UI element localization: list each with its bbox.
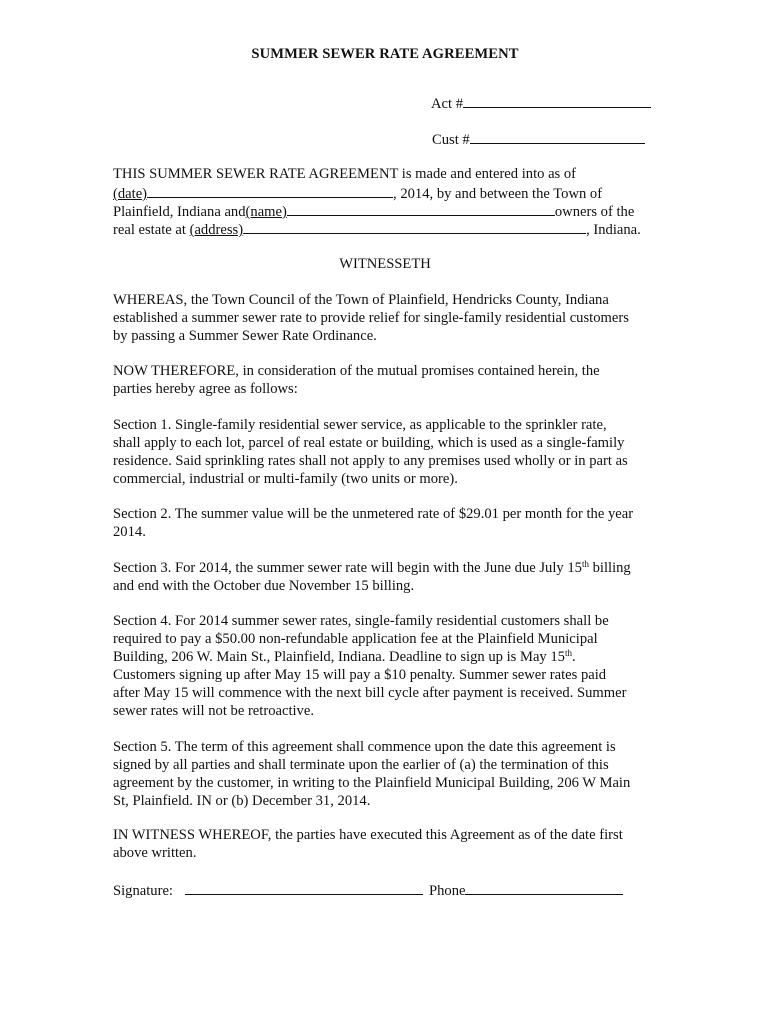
section-4-line: Customers signing up after May 15 will pay a $10 penalty. Summer sewer rates paid — [113, 667, 607, 683]
intro-line-3-start: Plainfield, Indiana and — [113, 204, 246, 220]
section-3-line-2: and end with the October due November 15 billing. — [113, 578, 415, 594]
witness-whereof-paragraph — [113, 826, 673, 862]
signature-row — [113, 880, 623, 900]
section-4-line: Section 4. For 2014 summer sewer rates, single-family residential customers shall be — [113, 613, 609, 629]
section-4-superscript: th — [564, 648, 572, 658]
now-therefore-line: NOW THEREFORE, in consideration of the mutual promises contained herein, the — [113, 363, 600, 379]
section-5-line: St, Plainfield. IN or (b) December 31, 2014. — [113, 793, 371, 809]
section-4-line: sewer rates will not be retroactive. — [113, 703, 314, 719]
whereas-line: by passing a Summer Sewer Rate Ordinance. — [113, 328, 377, 344]
section-2-paragraph — [113, 505, 673, 541]
act-number-row — [431, 93, 651, 113]
signature-label: Signature: — [113, 883, 173, 899]
now-therefore-paragraph — [113, 362, 673, 398]
document-title: SUMMER SEWER RATE AGREEMENT — [251, 46, 519, 62]
phone-label: Phone — [429, 883, 466, 899]
owners-text: owners of the — [554, 204, 635, 220]
section-3-line-1-end: billing — [588, 560, 631, 576]
whereas-line: established a summer sewer rate to provide relief for single-family residential customers — [113, 310, 629, 326]
year-text: , 2014, by and between the Town of — [393, 186, 603, 202]
cust-number-field[interactable] — [470, 129, 645, 144]
section-3-superscript: th — [581, 559, 589, 569]
section-5-line: agreement by the customer, in writing to the Plainfield Municipal Building, 206 W Main — [113, 775, 631, 791]
section-5-line: signed by all parties and shall terminate upon the earlier of (a) the termination of this — [113, 757, 609, 773]
intro-line-2 — [113, 183, 602, 203]
section-4-line: required to pay a $50.00 non-refundable application fee at the Plainfield Municipal — [113, 631, 598, 647]
intro-line-1: THIS SUMMER SEWER RATE AGREEMENT is made and entered into as of — [113, 166, 577, 182]
section-1-line: Section 1. Single-family residential sewer service, as applicable to the sprinkler rate, — [113, 417, 607, 433]
section-4-line: after May 15 will commence with the next bill cycle after payment is received. Summer — [113, 685, 627, 701]
section-3-line-1-text: Section 3. For 2014, the summer sewer rate will begin with the June due July 15 — [113, 560, 582, 576]
cust-number-row — [432, 129, 645, 149]
whereas-paragraph — [113, 291, 673, 345]
act-number-field[interactable] — [463, 93, 651, 108]
act-label: Act # — [431, 96, 464, 112]
section-1-line: residence. Said sprinkling rates shall not apply to any premises used wholly or in part as — [113, 453, 628, 469]
section-1-line: shall apply to each lot, parcel of real estate or building, which is used as a single-family — [113, 435, 625, 451]
witnesseth-heading: WITNESSETH — [339, 256, 431, 272]
section-3-paragraph — [113, 559, 673, 595]
section-1-line: commercial, industrial or multi-family (two units or more). — [113, 471, 458, 487]
witness-whereof-line: IN WITNESS WHEREOF, the parties have executed this Agreement as of the date first — [113, 827, 623, 843]
whereas-line: WHEREAS, the Town Council of the Town of Plainfield, Hendricks County, Indiana — [113, 292, 609, 308]
indiana-text: , Indiana. — [586, 222, 641, 238]
section-4-line-3 — [113, 648, 673, 666]
section-4-line-3-text: Building, 206 W. Main St., Plainfield, Indiana. Deadline to sign up is May 15 — [113, 649, 565, 665]
section-1-paragraph — [113, 416, 673, 488]
date-label: (date) — [113, 186, 148, 202]
section-2-line: 2014. — [113, 524, 146, 540]
intro-line-4 — [113, 219, 641, 239]
signature-field[interactable] — [185, 880, 423, 895]
name-label: (name) — [245, 204, 287, 220]
section-5-line: Section 5. The term of this agreement shall commence upon the date this agreement is — [113, 739, 616, 755]
now-therefore-line: parties hereby agree as follows: — [113, 381, 298, 397]
cust-label: Cust # — [432, 132, 470, 148]
section-2-line: Section 2. The summer value will be the unmetered rate of $29.01 per month for the year — [113, 506, 634, 522]
section-3-line-1 — [113, 559, 673, 577]
witness-whereof-line: above written. — [113, 845, 197, 861]
address-field[interactable] — [243, 219, 586, 234]
intro-line-4-start: real estate at — [113, 222, 190, 238]
date-field[interactable] — [147, 183, 393, 198]
phone-field[interactable] — [465, 880, 623, 895]
name-field[interactable] — [287, 201, 555, 216]
section-4-line-3-end: . — [572, 649, 576, 665]
section-5-paragraph — [113, 738, 673, 810]
section-4-paragraph — [113, 612, 673, 720]
intro-line-3 — [113, 201, 634, 221]
address-label: (address) — [189, 222, 244, 238]
